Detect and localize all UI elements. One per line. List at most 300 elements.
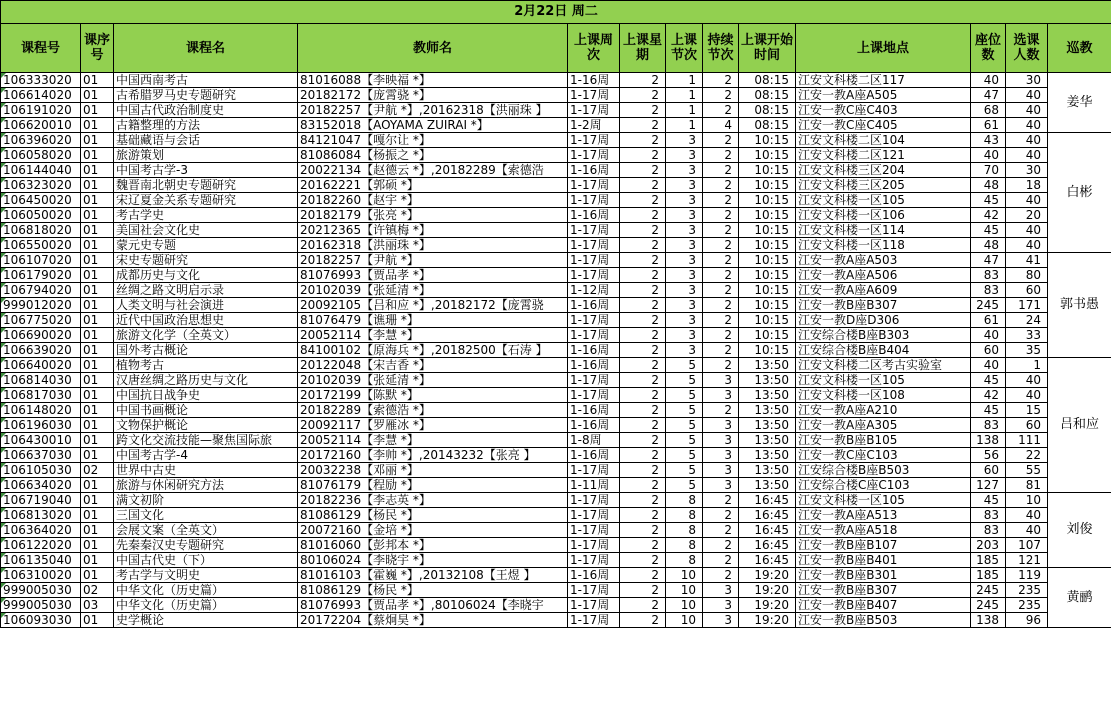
cell-section: 01 bbox=[81, 313, 114, 328]
cell-location: 江安一教A座A505 bbox=[796, 88, 971, 103]
cell-section: 01 bbox=[81, 298, 114, 313]
cell-course-name: 蒙元史专题 bbox=[114, 238, 298, 253]
cell-section: 01 bbox=[81, 283, 114, 298]
cell-period: 3 bbox=[666, 253, 703, 268]
cell-teacher: 20172204【蔡炯昊 *】 bbox=[298, 613, 568, 628]
cell-weekday: 2 bbox=[620, 238, 666, 253]
cell-period: 3 bbox=[666, 148, 703, 163]
cell-enrolled: 40 bbox=[1006, 148, 1048, 163]
cell-weeks: 1-11周 bbox=[568, 478, 620, 493]
cell-location: 江安一教A座A513 bbox=[796, 508, 971, 523]
cell-location: 江安文科楼一区105 bbox=[796, 373, 971, 388]
cell-section: 01 bbox=[81, 88, 114, 103]
header-row bbox=[1, 24, 1111, 73]
table-row bbox=[1, 178, 1111, 193]
cell-start-time: 08:15 bbox=[739, 73, 796, 88]
cell-period: 8 bbox=[666, 538, 703, 553]
cell-location: 江安文科楼二区121 bbox=[796, 148, 971, 163]
cell-duration: 2 bbox=[703, 238, 739, 253]
cell-enrolled: 20 bbox=[1006, 208, 1048, 223]
cell-weeks: 1-17周 bbox=[568, 388, 620, 403]
cell-weekday: 2 bbox=[620, 508, 666, 523]
cell-duration: 2 bbox=[703, 553, 739, 568]
cell-course-id: 106396020 bbox=[1, 133, 81, 148]
cell-weeks: 1-16周 bbox=[568, 568, 620, 583]
cell-patrol: 刘俊 bbox=[1048, 493, 1111, 568]
cell-period: 8 bbox=[666, 493, 703, 508]
cell-teacher: 81016103【霍巍 *】,20132108【王煜 】 bbox=[298, 568, 568, 583]
cell-start-time: 13:50 bbox=[739, 433, 796, 448]
cell-duration: 2 bbox=[703, 343, 739, 358]
header-location: 上课地点 bbox=[796, 24, 971, 73]
cell-enrolled: 107 bbox=[1006, 538, 1048, 553]
cell-weekday: 2 bbox=[620, 328, 666, 343]
table-row bbox=[1, 583, 1111, 598]
cell-teacher: 20182179【张亮 *】 bbox=[298, 208, 568, 223]
cell-duration: 2 bbox=[703, 73, 739, 88]
header-duration: 持续节次 bbox=[703, 24, 739, 73]
cell-location: 江安一教A座A503 bbox=[796, 253, 971, 268]
cell-enrolled: 40 bbox=[1006, 523, 1048, 538]
cell-course-name: 旅游与休闲研究方法 bbox=[114, 478, 298, 493]
cell-weeks: 1-17周 bbox=[568, 613, 620, 628]
cell-location: 江安一教A座A518 bbox=[796, 523, 971, 538]
cell-teacher: 20182257【尹航 *】,20162318【洪丽珠 】 bbox=[298, 103, 568, 118]
cell-teacher: 20052114【李慧 *】 bbox=[298, 433, 568, 448]
cell-course-name: 宋史专题研究 bbox=[114, 253, 298, 268]
cell-course-name: 会展文案（全英文） bbox=[114, 523, 298, 538]
table-row bbox=[1, 568, 1111, 583]
cell-seats: 45 bbox=[971, 193, 1006, 208]
cell-teacher: 81016088【李映福 *】 bbox=[298, 73, 568, 88]
cell-weekday: 2 bbox=[620, 178, 666, 193]
cell-location: 江安文科楼三区204 bbox=[796, 163, 971, 178]
table-row bbox=[1, 508, 1111, 523]
cell-weeks: 1-17周 bbox=[568, 463, 620, 478]
header-start-time: 上课开始时间 bbox=[739, 24, 796, 73]
cell-seats: 60 bbox=[971, 343, 1006, 358]
cell-period: 8 bbox=[666, 523, 703, 538]
cell-course-name: 魏晋南北朝史专题研究 bbox=[114, 178, 298, 193]
cell-period: 10 bbox=[666, 568, 703, 583]
cell-location: 江安一教A座A210 bbox=[796, 403, 971, 418]
cell-seats: 83 bbox=[971, 283, 1006, 298]
cell-course-id: 106148020 bbox=[1, 403, 81, 418]
cell-location: 江安文科楼一区106 bbox=[796, 208, 971, 223]
cell-weeks: 1-16周 bbox=[568, 358, 620, 373]
cell-section: 01 bbox=[81, 163, 114, 178]
cell-course-name: 基础藏语与会话 bbox=[114, 133, 298, 148]
cell-section: 01 bbox=[81, 478, 114, 493]
cell-teacher: 81076179【程励 *】 bbox=[298, 478, 568, 493]
table-row bbox=[1, 268, 1111, 283]
cell-weekday: 2 bbox=[620, 73, 666, 88]
header-teacher: 教师名 bbox=[298, 24, 568, 73]
cell-course-name: 植物考古 bbox=[114, 358, 298, 373]
cell-seats: 127 bbox=[971, 478, 1006, 493]
cell-section: 01 bbox=[81, 358, 114, 373]
table-row bbox=[1, 73, 1111, 88]
cell-period: 3 bbox=[666, 178, 703, 193]
cell-duration: 2 bbox=[703, 148, 739, 163]
cell-seats: 185 bbox=[971, 553, 1006, 568]
cell-enrolled: 1 bbox=[1006, 358, 1048, 373]
cell-duration: 3 bbox=[703, 463, 739, 478]
cell-course-name: 旅游策划 bbox=[114, 148, 298, 163]
cell-enrolled: 40 bbox=[1006, 223, 1048, 238]
table-row bbox=[1, 223, 1111, 238]
sheet-title: 2月22日 周二 bbox=[1, 1, 1111, 24]
cell-location: 江安综合楼B座B303 bbox=[796, 328, 971, 343]
cell-enrolled: 55 bbox=[1006, 463, 1048, 478]
cell-start-time: 10:15 bbox=[739, 148, 796, 163]
cell-course-name: 文物保护概论 bbox=[114, 418, 298, 433]
cell-course-name: 宋辽夏金关系专题研究 bbox=[114, 193, 298, 208]
cell-section: 01 bbox=[81, 328, 114, 343]
cell-period: 1 bbox=[666, 88, 703, 103]
cell-start-time: 16:45 bbox=[739, 553, 796, 568]
cell-course-name: 中国考古学-4 bbox=[114, 448, 298, 463]
cell-section: 01 bbox=[81, 343, 114, 358]
table-row bbox=[1, 598, 1111, 613]
cell-enrolled: 235 bbox=[1006, 598, 1048, 613]
cell-duration: 3 bbox=[703, 373, 739, 388]
cell-enrolled: 96 bbox=[1006, 613, 1048, 628]
cell-weeks: 1-8周 bbox=[568, 433, 620, 448]
cell-course-id: 106637030 bbox=[1, 448, 81, 463]
cell-section: 01 bbox=[81, 208, 114, 223]
cell-weekday: 2 bbox=[620, 403, 666, 418]
cell-seats: 83 bbox=[971, 268, 1006, 283]
cell-duration: 3 bbox=[703, 478, 739, 493]
cell-seats: 61 bbox=[971, 313, 1006, 328]
cell-teacher: 84100102【原海兵 *】,20182500【石涛 】 bbox=[298, 343, 568, 358]
cell-teacher: 20102039【张延清 *】 bbox=[298, 283, 568, 298]
cell-section: 01 bbox=[81, 268, 114, 283]
cell-course-name: 考古学与文明史 bbox=[114, 568, 298, 583]
cell-section: 02 bbox=[81, 463, 114, 478]
cell-course-id: 106058020 bbox=[1, 148, 81, 163]
header-seats: 座位数 bbox=[971, 24, 1006, 73]
cell-weekday: 2 bbox=[620, 133, 666, 148]
cell-course-name: 中国书画概论 bbox=[114, 403, 298, 418]
cell-duration: 2 bbox=[703, 133, 739, 148]
cell-period: 3 bbox=[666, 163, 703, 178]
table-row bbox=[1, 283, 1111, 298]
cell-start-time: 10:15 bbox=[739, 343, 796, 358]
cell-course-name: 古希腊罗马史专题研究 bbox=[114, 88, 298, 103]
cell-duration: 2 bbox=[703, 268, 739, 283]
table-row bbox=[1, 208, 1111, 223]
cell-location: 江安一教B座B107 bbox=[796, 538, 971, 553]
cell-enrolled: 60 bbox=[1006, 418, 1048, 433]
cell-seats: 42 bbox=[971, 208, 1006, 223]
cell-enrolled: 15 bbox=[1006, 403, 1048, 418]
cell-duration: 2 bbox=[703, 193, 739, 208]
table-row bbox=[1, 313, 1111, 328]
cell-start-time: 10:15 bbox=[739, 163, 796, 178]
cell-weeks: 1-17周 bbox=[568, 268, 620, 283]
cell-weeks: 1-17周 bbox=[568, 88, 620, 103]
cell-weekday: 2 bbox=[620, 163, 666, 178]
cell-weeks: 1-16周 bbox=[568, 403, 620, 418]
cell-course-id: 106620010 bbox=[1, 118, 81, 133]
cell-course-id: 106639020 bbox=[1, 343, 81, 358]
cell-weeks: 1-17周 bbox=[568, 238, 620, 253]
table-row bbox=[1, 103, 1111, 118]
cell-teacher: 20182260【赵宇 *】 bbox=[298, 193, 568, 208]
cell-seats: 42 bbox=[971, 388, 1006, 403]
cell-weeks: 1-17周 bbox=[568, 493, 620, 508]
cell-weekday: 2 bbox=[620, 313, 666, 328]
table-row bbox=[1, 418, 1111, 433]
cell-course-name: 旅游文化学（全英文） bbox=[114, 328, 298, 343]
cell-course-id: 106818020 bbox=[1, 223, 81, 238]
cell-weekday: 2 bbox=[620, 298, 666, 313]
cell-weekday: 2 bbox=[620, 103, 666, 118]
cell-section: 01 bbox=[81, 73, 114, 88]
cell-weeks: 1-16周 bbox=[568, 298, 620, 313]
cell-period: 5 bbox=[666, 358, 703, 373]
cell-weekday: 2 bbox=[620, 523, 666, 538]
cell-location: 江安一教A座A609 bbox=[796, 283, 971, 298]
cell-enrolled: 235 bbox=[1006, 583, 1048, 598]
cell-course-name: 成都历史与文化 bbox=[114, 268, 298, 283]
cell-teacher: 20162318【洪丽珠 *】 bbox=[298, 238, 568, 253]
cell-start-time: 19:20 bbox=[739, 568, 796, 583]
cell-duration: 2 bbox=[703, 103, 739, 118]
cell-course-id: 106817030 bbox=[1, 388, 81, 403]
cell-course-id: 106814030 bbox=[1, 373, 81, 388]
cell-duration: 2 bbox=[703, 523, 739, 538]
cell-weekday: 2 bbox=[620, 148, 666, 163]
table-row bbox=[1, 433, 1111, 448]
cell-teacher: 20072160【金培 *】 bbox=[298, 523, 568, 538]
cell-course-name: 考古学史 bbox=[114, 208, 298, 223]
cell-section: 01 bbox=[81, 373, 114, 388]
header-weeks: 上课周次 bbox=[568, 24, 620, 73]
cell-start-time: 16:45 bbox=[739, 508, 796, 523]
cell-start-time: 16:45 bbox=[739, 523, 796, 538]
cell-section: 01 bbox=[81, 508, 114, 523]
cell-teacher: 20032238【邓丽 *】 bbox=[298, 463, 568, 478]
cell-section: 01 bbox=[81, 613, 114, 628]
cell-seats: 47 bbox=[971, 253, 1006, 268]
cell-seats: 138 bbox=[971, 433, 1006, 448]
cell-course-name: 中国考古学-3 bbox=[114, 163, 298, 178]
cell-seats: 43 bbox=[971, 133, 1006, 148]
cell-seats: 83 bbox=[971, 508, 1006, 523]
cell-duration: 2 bbox=[703, 163, 739, 178]
cell-section: 01 bbox=[81, 388, 114, 403]
cell-section: 01 bbox=[81, 133, 114, 148]
cell-weeks: 1-17周 bbox=[568, 103, 620, 118]
cell-section: 01 bbox=[81, 253, 114, 268]
cell-duration: 3 bbox=[703, 388, 739, 403]
cell-course-name: 史学概论 bbox=[114, 613, 298, 628]
table-row bbox=[1, 538, 1111, 553]
cell-weekday: 2 bbox=[620, 193, 666, 208]
title-row bbox=[1, 1, 1111, 24]
cell-weeks: 1-17周 bbox=[568, 583, 620, 598]
cell-course-name: 中国西南考古 bbox=[114, 73, 298, 88]
table-row bbox=[1, 613, 1111, 628]
cell-enrolled: 33 bbox=[1006, 328, 1048, 343]
cell-period: 3 bbox=[666, 238, 703, 253]
cell-start-time: 10:15 bbox=[739, 208, 796, 223]
cell-weekday: 2 bbox=[620, 373, 666, 388]
cell-course-id: 106135040 bbox=[1, 553, 81, 568]
cell-course-name: 国外考古概论 bbox=[114, 343, 298, 358]
cell-course-name: 汉唐丝绸之路历史与文化 bbox=[114, 373, 298, 388]
cell-duration: 2 bbox=[703, 328, 739, 343]
cell-weeks: 1-17周 bbox=[568, 253, 620, 268]
cell-section: 01 bbox=[81, 553, 114, 568]
cell-section: 01 bbox=[81, 493, 114, 508]
cell-section: 01 bbox=[81, 523, 114, 538]
cell-seats: 48 bbox=[971, 238, 1006, 253]
cell-weekday: 2 bbox=[620, 283, 666, 298]
header-weekday: 上课星期 bbox=[620, 24, 666, 73]
cell-start-time: 13:50 bbox=[739, 448, 796, 463]
cell-location: 江安文科楼二区考古实验室 bbox=[796, 358, 971, 373]
cell-period: 8 bbox=[666, 553, 703, 568]
table-row bbox=[1, 478, 1111, 493]
cell-enrolled: 40 bbox=[1006, 388, 1048, 403]
cell-enrolled: 60 bbox=[1006, 283, 1048, 298]
cell-course-id: 106364020 bbox=[1, 523, 81, 538]
cell-teacher: 20052114【李慧 *】 bbox=[298, 328, 568, 343]
cell-period: 5 bbox=[666, 373, 703, 388]
cell-duration: 2 bbox=[703, 298, 739, 313]
cell-seats: 48 bbox=[971, 178, 1006, 193]
cell-weekday: 2 bbox=[620, 568, 666, 583]
cell-weekday: 2 bbox=[620, 268, 666, 283]
cell-weeks: 1-16周 bbox=[568, 163, 620, 178]
cell-duration: 2 bbox=[703, 253, 739, 268]
cell-enrolled: 121 bbox=[1006, 553, 1048, 568]
cell-start-time: 19:20 bbox=[739, 583, 796, 598]
table-row bbox=[1, 463, 1111, 478]
cell-enrolled: 111 bbox=[1006, 433, 1048, 448]
header-course-id: 课程号 bbox=[1, 24, 81, 73]
cell-course-id: 106310020 bbox=[1, 568, 81, 583]
cell-period: 3 bbox=[666, 208, 703, 223]
cell-location: 江安一教B座B307 bbox=[796, 583, 971, 598]
cell-weeks: 1-17周 bbox=[568, 328, 620, 343]
cell-section: 01 bbox=[81, 103, 114, 118]
cell-seats: 40 bbox=[971, 73, 1006, 88]
cell-start-time: 10:15 bbox=[739, 298, 796, 313]
cell-start-time: 13:50 bbox=[739, 358, 796, 373]
cell-course-id: 106690020 bbox=[1, 328, 81, 343]
cell-teacher: 20182257【尹航 *】 bbox=[298, 253, 568, 268]
cell-start-time: 13:50 bbox=[739, 463, 796, 478]
cell-period: 3 bbox=[666, 133, 703, 148]
cell-seats: 61 bbox=[971, 118, 1006, 133]
cell-location: 江安文科楼一区105 bbox=[796, 193, 971, 208]
cell-weeks: 1-16周 bbox=[568, 343, 620, 358]
cell-period: 3 bbox=[666, 223, 703, 238]
cell-location: 江安文科楼一区114 bbox=[796, 223, 971, 238]
header-section: 课序号 bbox=[81, 24, 114, 73]
cell-course-id: 106107020 bbox=[1, 253, 81, 268]
cell-teacher: 20092105【吕和应 *】,20182172【庞霄骁 bbox=[298, 298, 568, 313]
header-period: 上课节次 bbox=[666, 24, 703, 73]
cell-enrolled: 40 bbox=[1006, 373, 1048, 388]
cell-section: 01 bbox=[81, 223, 114, 238]
cell-duration: 3 bbox=[703, 448, 739, 463]
cell-location: 江安一教C座C103 bbox=[796, 448, 971, 463]
cell-enrolled: 40 bbox=[1006, 103, 1048, 118]
cell-enrolled: 35 bbox=[1006, 343, 1048, 358]
cell-period: 10 bbox=[666, 598, 703, 613]
cell-seats: 60 bbox=[971, 463, 1006, 478]
cell-period: 3 bbox=[666, 283, 703, 298]
cell-location: 江安综合楼B座B404 bbox=[796, 343, 971, 358]
cell-start-time: 10:15 bbox=[739, 238, 796, 253]
table-row bbox=[1, 88, 1111, 103]
cell-enrolled: 18 bbox=[1006, 178, 1048, 193]
cell-course-id: 106122020 bbox=[1, 538, 81, 553]
cell-weeks: 1-16周 bbox=[568, 208, 620, 223]
cell-duration: 2 bbox=[703, 493, 739, 508]
cell-location: 江安文科楼二区104 bbox=[796, 133, 971, 148]
cell-seats: 56 bbox=[971, 448, 1006, 463]
cell-enrolled: 40 bbox=[1006, 88, 1048, 103]
cell-seats: 45 bbox=[971, 403, 1006, 418]
cell-course-id: 106634020 bbox=[1, 478, 81, 493]
cell-location: 江安综合楼C座C103 bbox=[796, 478, 971, 493]
header-patrol: 巡教 bbox=[1048, 24, 1111, 73]
cell-course-id: 106550020 bbox=[1, 238, 81, 253]
cell-seats: 245 bbox=[971, 598, 1006, 613]
cell-seats: 45 bbox=[971, 373, 1006, 388]
cell-course-name: 人类文明与社会演进 bbox=[114, 298, 298, 313]
cell-weekday: 2 bbox=[620, 343, 666, 358]
cell-location: 江安文科楼二区117 bbox=[796, 73, 971, 88]
cell-enrolled: 40 bbox=[1006, 193, 1048, 208]
cell-teacher: 20022134【赵德云 *】,20182289【索德浩 bbox=[298, 163, 568, 178]
cell-start-time: 10:15 bbox=[739, 178, 796, 193]
cell-start-time: 10:15 bbox=[739, 328, 796, 343]
table-row bbox=[1, 253, 1111, 268]
cell-seats: 40 bbox=[971, 148, 1006, 163]
cell-start-time: 16:45 bbox=[739, 493, 796, 508]
table-row bbox=[1, 358, 1111, 373]
cell-start-time: 13:50 bbox=[739, 418, 796, 433]
cell-seats: 45 bbox=[971, 223, 1006, 238]
cell-weekday: 2 bbox=[620, 583, 666, 598]
cell-duration: 3 bbox=[703, 583, 739, 598]
cell-course-name: 中华文化（历史篇） bbox=[114, 583, 298, 598]
header-enrolled: 选课人数 bbox=[1006, 24, 1048, 73]
cell-period: 1 bbox=[666, 73, 703, 88]
cell-weeks: 1-17周 bbox=[568, 193, 620, 208]
cell-section: 01 bbox=[81, 418, 114, 433]
cell-location: 江安文科楼一区118 bbox=[796, 238, 971, 253]
cell-course-name: 先秦秦汉史专题研究 bbox=[114, 538, 298, 553]
table-row bbox=[1, 298, 1111, 313]
cell-patrol: 吕和应 bbox=[1048, 358, 1111, 493]
cell-seats: 70 bbox=[971, 163, 1006, 178]
cell-course-id: 106191020 bbox=[1, 103, 81, 118]
table-row bbox=[1, 343, 1111, 358]
cell-weeks: 1-17周 bbox=[568, 133, 620, 148]
cell-teacher: 20172160【李帅 *】,20143232【张亮 】 bbox=[298, 448, 568, 463]
cell-location: 江安一教B座B407 bbox=[796, 598, 971, 613]
cell-location: 江安一教C座C403 bbox=[796, 103, 971, 118]
